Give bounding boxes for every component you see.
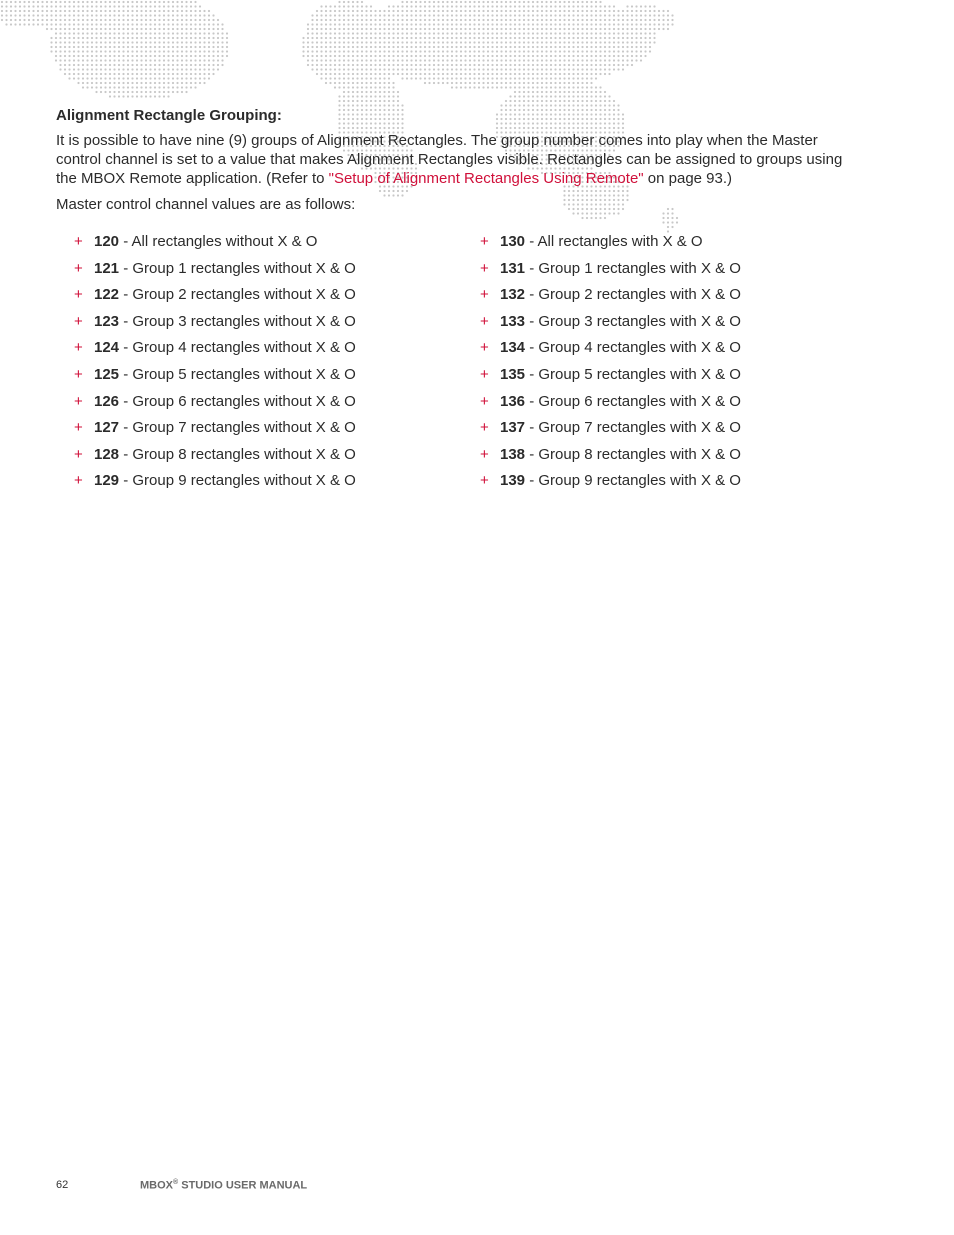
channel-description: - Group 1 rectangles without X & O (119, 259, 356, 277)
plus-bullet-icon: + (480, 259, 489, 277)
list-item (480, 445, 880, 472)
channel-description: - All rectangles without X & O (119, 233, 318, 250)
plus-bullet-icon: + (74, 312, 83, 330)
plus-bullet-icon: + (74, 259, 83, 277)
channel-value: 128 (94, 445, 120, 463)
list-item (74, 418, 474, 445)
list-item (74, 259, 474, 286)
channel-description: - Group 9 rectangles without X & O (119, 472, 356, 490)
channel-description: - Group 8 rectangles without X & O (119, 445, 356, 463)
channel-description: - Group 7 rectangles without X & O (119, 419, 356, 437)
list-item (74, 285, 474, 312)
manual-title-suffix: STUDIO USER MANUAL (178, 1179, 308, 1192)
list-item (480, 471, 880, 498)
channel-value: 138 (500, 445, 526, 463)
list-without-xo (74, 232, 474, 498)
plus-bullet-icon: + (74, 339, 83, 357)
plus-bullet-icon: + (480, 472, 489, 490)
list-item (74, 312, 474, 339)
channel-description: - Group 3 rectangles without X & O (119, 312, 356, 330)
paragraph-text: It is possible to have nine (9) groups of Alignment Rectangles. The group number comes into play when the Master control channel is set to a value that makes Alignment Rectangles visible. Rectangles can be assigned to groups using the MBOX Remote application. (Refer to (56, 132, 843, 187)
channel-description: - Group 5 rectangles with X & O (525, 365, 741, 383)
channel-value: 127 (94, 419, 120, 437)
list-item (480, 312, 880, 339)
channel-value: 132 (500, 286, 526, 304)
list-item (480, 392, 880, 419)
channel-description: - Group 2 rectangles without X & O (119, 286, 356, 304)
channel-description: - Group 6 rectangles without X & O (119, 392, 356, 410)
list-item (480, 232, 880, 259)
plus-bullet-icon: + (480, 445, 489, 463)
list-item (480, 338, 880, 365)
channel-value: 121 (94, 259, 120, 277)
channel-value: 130 (500, 233, 526, 250)
section (56, 107, 856, 214)
channel-value: 122 (94, 286, 120, 304)
channel-description: - Group 7 rectangles with X & O (525, 419, 741, 437)
plus-bullet-icon: + (480, 392, 489, 410)
list-item (480, 365, 880, 392)
channel-description: - Group 8 rectangles with X & O (525, 445, 741, 463)
plus-bullet-icon: + (480, 339, 489, 357)
plus-bullet-icon: + (74, 233, 83, 250)
channel-value: 135 (500, 365, 526, 383)
plus-bullet-icon: + (480, 365, 489, 383)
list-item (480, 285, 880, 312)
plus-bullet-icon: + (74, 419, 83, 437)
plus-bullet-icon: + (74, 445, 83, 463)
channel-description: - Group 4 rectangles with X & O (525, 339, 741, 357)
manual-title (140, 1179, 307, 1192)
channel-value: 120 (94, 233, 120, 250)
plus-bullet-icon: + (480, 286, 489, 304)
page-number: 62 (56, 1179, 69, 1191)
grouping-paragraph (56, 131, 856, 188)
channel-description: - Group 9 rectangles with X & O (525, 472, 741, 490)
registered-mark: ® (173, 1179, 179, 1186)
channel-description: - Group 4 rectangles without X & O (119, 339, 356, 357)
manual-title-prefix: MBOX (140, 1179, 173, 1192)
channel-value: 136 (500, 392, 526, 410)
list-item (74, 392, 474, 419)
channel-description: - Group 5 rectangles without X & O (119, 365, 356, 383)
paragraph-text-end: on page 93.) (643, 170, 733, 187)
plus-bullet-icon: + (480, 233, 489, 250)
list-item (480, 259, 880, 286)
channel-value: 131 (500, 259, 526, 277)
list-item (74, 445, 474, 472)
list-item (480, 418, 880, 445)
channel-value: 134 (500, 339, 526, 357)
channel-value: 133 (500, 312, 526, 330)
plus-bullet-icon: + (74, 392, 83, 410)
channel-value: 125 (94, 365, 120, 383)
plus-bullet-icon: + (74, 472, 83, 490)
channel-description: - Group 2 rectangles with X & O (525, 286, 741, 304)
channel-value: 129 (94, 472, 120, 490)
remote-setup-link[interactable]: "Setup of Alignment Rectangles Using Remote" (328, 170, 644, 187)
list-item (74, 365, 474, 392)
plus-bullet-icon: + (480, 419, 489, 437)
list-item (74, 471, 474, 498)
channel-description: - All rectangles with X & O (525, 233, 703, 250)
channel-description: - Group 3 rectangles with X & O (525, 312, 741, 330)
channel-value: 124 (94, 339, 120, 357)
channel-value: 139 (500, 472, 526, 490)
list-item (74, 232, 474, 259)
channel-value: 123 (94, 312, 120, 330)
plus-bullet-icon: + (74, 286, 83, 304)
section-heading: Alignment Rectangle Grouping: (56, 107, 282, 124)
channel-value: 137 (500, 419, 526, 437)
list-item (74, 338, 474, 365)
channel-description: - Group 1 rectangles with X & O (525, 259, 741, 277)
channel-value: 126 (94, 392, 120, 410)
intro-text: Master control channel values are as follows: (56, 196, 356, 213)
plus-bullet-icon: + (74, 365, 83, 383)
plus-bullet-icon: + (480, 312, 489, 330)
list-with-xo (480, 232, 880, 498)
channel-description: - Group 6 rectangles with X & O (525, 392, 741, 410)
